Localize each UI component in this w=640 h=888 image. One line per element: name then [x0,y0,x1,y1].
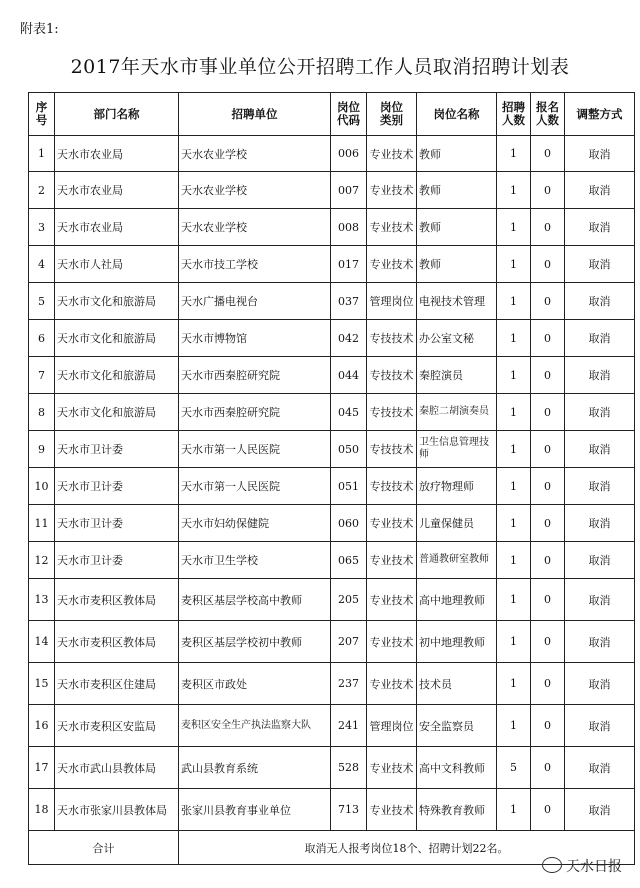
cell-adjust: 取消 [565,505,635,542]
cell-dept: 天水市麦积区教体局 [55,579,179,621]
cell-adjust: 取消 [565,320,635,357]
cell-apply: 0 [531,705,565,747]
cell-adjust: 取消 [565,542,635,579]
cell-hire: 1 [497,209,531,246]
cell-category: 专业技术 [367,579,417,621]
cell-dept: 天水市卫计委 [55,505,179,542]
total-text: 取消无人报考岗位18个、招聘计划22名。 [179,831,635,865]
header-adjust: 调整方式 [565,93,635,136]
cell-seq: 17 [29,747,55,789]
cell-post: 儿童保健员 [417,505,497,542]
cell-post: 高中地理教师 [417,579,497,621]
cell-seq: 6 [29,320,55,357]
cell-adjust: 取消 [565,468,635,505]
table-row [29,136,635,172]
table-row [29,172,635,209]
cell-category: 专业技术 [367,209,417,246]
cell-post: 秦腔二胡演奏员 [417,394,497,431]
cell-category: 专业技术 [367,621,417,663]
cell-post: 放疗物理师 [417,468,497,505]
cell-code: 042 [331,320,367,357]
watermark-text: 天水日报 [566,859,622,875]
cell-unit: 天水市西秦腔研究院 [179,394,331,431]
table-row [29,705,635,747]
cell-unit: 天水农业学校 [179,136,331,172]
header-code-line2: 代码 [337,113,360,127]
cell-adjust: 取消 [565,431,635,468]
cancel-plan-table [28,92,635,865]
cell-code: 017 [331,246,367,283]
cell-adjust: 取消 [565,172,635,209]
cell-dept: 天水市卫计委 [55,542,179,579]
cell-dept: 天水市文化和旅游局 [55,283,179,320]
header-code [331,93,367,136]
table-row [29,468,635,505]
cell-code: 007 [331,172,367,209]
cell-hire: 1 [497,542,531,579]
cell-apply: 0 [531,136,565,172]
cell-hire: 1 [497,136,531,172]
cell-post: 教师 [417,136,497,172]
cell-category: 专业技术 [367,246,417,283]
cell-apply: 0 [531,789,565,831]
cell-dept: 天水市麦积区住建局 [55,663,179,705]
header-seq: 序号 [29,93,55,136]
cell-unit: 武山县教育系统 [179,747,331,789]
cell-hire: 1 [497,468,531,505]
cell-hire: 1 [497,394,531,431]
cell-post: 教师 [417,172,497,209]
cell-post: 安全监察员 [417,705,497,747]
cell-category: 专技技术 [367,320,417,357]
header-code-line1: 岗位 [337,100,360,114]
cell-post: 技术员 [417,663,497,705]
cell-unit: 麦积区市政处 [179,663,331,705]
cell-code: 205 [331,579,367,621]
cell-code: 037 [331,283,367,320]
cell-unit: 天水市博物馆 [179,320,331,357]
cell-unit: 天水市妇幼保健院 [179,505,331,542]
cell-unit: 天水农业学校 [179,209,331,246]
cell-category: 专技技术 [367,468,417,505]
cell-adjust: 取消 [565,579,635,621]
cell-adjust: 取消 [565,357,635,394]
cell-seq: 18 [29,789,55,831]
page-title: 2017年天水市事业单位公开招聘工作人员取消招聘计划表 [70,56,570,78]
cell-post: 办公室文秘 [417,320,497,357]
table-row [29,789,635,831]
table-row [29,357,635,394]
cell-hire: 1 [497,789,531,831]
cell-adjust: 取消 [565,705,635,747]
header-dept: 部门名称 [55,93,179,136]
cell-adjust: 取消 [565,663,635,705]
cell-post: 普通教研室教师 [417,542,497,579]
cell-apply: 0 [531,283,565,320]
header-post: 岗位名称 [417,93,497,136]
cell-seq: 9 [29,431,55,468]
watermark [542,856,622,876]
cell-post: 教师 [417,246,497,283]
attachment-label: 附表1: [20,22,59,37]
table-row [29,394,635,431]
header-hire [497,93,531,136]
cell-code: 008 [331,209,367,246]
cell-seq: 10 [29,468,55,505]
cell-hire: 1 [497,246,531,283]
cell-code: 713 [331,789,367,831]
table-row [29,320,635,357]
table-row [29,246,635,283]
cell-hire: 1 [497,579,531,621]
cell-unit: 张家川县教育事业单位 [179,789,331,831]
header-unit: 招聘单位 [179,93,331,136]
cell-category: 专业技术 [367,542,417,579]
cell-apply: 0 [531,394,565,431]
cell-unit: 麦积区基层学校高中教师 [179,579,331,621]
cell-apply: 0 [531,172,565,209]
header-apply-line1: 报名 [536,100,559,114]
cell-code: 060 [331,505,367,542]
cell-seq: 13 [29,579,55,621]
cell-code: 241 [331,705,367,747]
cell-category: 专业技术 [367,505,417,542]
cell-apply: 0 [531,579,565,621]
cell-category: 专技技术 [367,357,417,394]
cell-unit: 天水市卫生学校 [179,542,331,579]
cell-category: 专业技术 [367,747,417,789]
cell-adjust: 取消 [565,394,635,431]
table-row [29,747,635,789]
cell-post: 卫生信息管理技师 [417,431,497,468]
cell-code: 207 [331,621,367,663]
cell-apply: 0 [531,246,565,283]
cell-dept: 天水市农业局 [55,172,179,209]
cell-apply: 0 [531,542,565,579]
cell-apply: 0 [531,431,565,468]
cell-apply: 0 [531,357,565,394]
cell-dept: 天水市人社局 [55,246,179,283]
cell-apply: 0 [531,209,565,246]
cell-dept: 天水市张家川县教体局 [55,789,179,831]
cell-hire: 1 [497,505,531,542]
cell-hire: 5 [497,747,531,789]
cell-seq: 2 [29,172,55,209]
cell-post: 初中地理教师 [417,621,497,663]
cell-post: 特殊教育教师 [417,789,497,831]
cell-category: 专技技术 [367,431,417,468]
cell-unit: 天水市技工学校 [179,246,331,283]
wechat-icon [542,857,562,873]
cell-unit: 天水广播电视台 [179,283,331,320]
cell-apply: 0 [531,747,565,789]
table-row [29,209,635,246]
table-header [29,93,635,136]
header-apply [531,93,565,136]
cell-code: 528 [331,747,367,789]
table-row [29,431,635,468]
cell-unit: 天水市第一人民医院 [179,468,331,505]
cell-adjust: 取消 [565,209,635,246]
table-row [29,663,635,705]
header-category [367,93,417,136]
cell-post: 电视技术管理 [417,283,497,320]
cell-seq: 8 [29,394,55,431]
table-row [29,283,635,320]
cell-seq: 1 [29,136,55,172]
cell-post: 高中文科教师 [417,747,497,789]
cell-apply: 0 [531,505,565,542]
cell-code: 045 [331,394,367,431]
cell-seq: 4 [29,246,55,283]
header-apply-line2: 人数 [536,113,559,127]
cell-code: 065 [331,542,367,579]
cell-hire: 1 [497,283,531,320]
cell-dept: 天水市文化和旅游局 [55,394,179,431]
table-row [29,505,635,542]
cell-category: 专业技术 [367,789,417,831]
cell-hire: 1 [497,705,531,747]
cell-dept: 天水市卫计委 [55,468,179,505]
cell-apply: 0 [531,320,565,357]
cell-post: 教师 [417,209,497,246]
cell-hire: 1 [497,621,531,663]
cell-adjust: 取消 [565,789,635,831]
cell-hire: 1 [497,357,531,394]
cell-unit: 麦积区基层学校初中教师 [179,621,331,663]
cell-adjust: 取消 [565,246,635,283]
total-label: 合计 [29,831,179,865]
cell-code: 237 [331,663,367,705]
cell-hire: 1 [497,663,531,705]
cell-code: 050 [331,431,367,468]
header-category-line2: 类别 [380,113,403,127]
cell-dept: 天水市农业局 [55,136,179,172]
header-hire-line2: 人数 [502,113,525,127]
cell-seq: 15 [29,663,55,705]
cell-category: 管理岗位 [367,705,417,747]
cell-seq: 11 [29,505,55,542]
cell-dept: 天水市武山县教体局 [55,747,179,789]
cell-dept: 天水市文化和旅游局 [55,320,179,357]
cell-seq: 14 [29,621,55,663]
cell-adjust: 取消 [565,621,635,663]
cell-adjust: 取消 [565,747,635,789]
header-hire-line1: 招聘 [502,100,525,114]
cell-adjust: 取消 [565,283,635,320]
cell-dept: 天水市麦积区教体局 [55,621,179,663]
cell-category: 专业技术 [367,136,417,172]
cell-category: 专业技术 [367,172,417,209]
cell-category: 专业技术 [367,663,417,705]
cell-seq: 3 [29,209,55,246]
cell-seq: 12 [29,542,55,579]
cell-unit: 麦积区安全生产执法监察大队 [179,705,331,747]
cell-hire: 1 [497,431,531,468]
cell-category: 管理岗位 [367,283,417,320]
header-category-line1: 岗位 [380,100,403,114]
cell-apply: 0 [531,621,565,663]
cell-post: 秦腔演员 [417,357,497,394]
cell-seq: 5 [29,283,55,320]
table-row [29,579,635,621]
table-row [29,621,635,663]
cell-apply: 0 [531,663,565,705]
cell-unit: 天水市第一人民医院 [179,431,331,468]
cell-apply: 0 [531,468,565,505]
cell-dept: 天水市麦积区安监局 [55,705,179,747]
cell-dept: 天水市卫计委 [55,431,179,468]
cell-seq: 16 [29,705,55,747]
cell-hire: 1 [497,172,531,209]
cell-unit: 天水农业学校 [179,172,331,209]
cell-code: 044 [331,357,367,394]
cell-seq: 7 [29,357,55,394]
table-row [29,542,635,579]
cell-category: 专技技术 [367,394,417,431]
cell-dept: 天水市农业局 [55,209,179,246]
cell-code: 051 [331,468,367,505]
cell-unit: 天水市西秦腔研究院 [179,357,331,394]
cell-dept: 天水市文化和旅游局 [55,357,179,394]
cell-hire: 1 [497,320,531,357]
cell-adjust: 取消 [565,136,635,172]
cell-code: 006 [331,136,367,172]
